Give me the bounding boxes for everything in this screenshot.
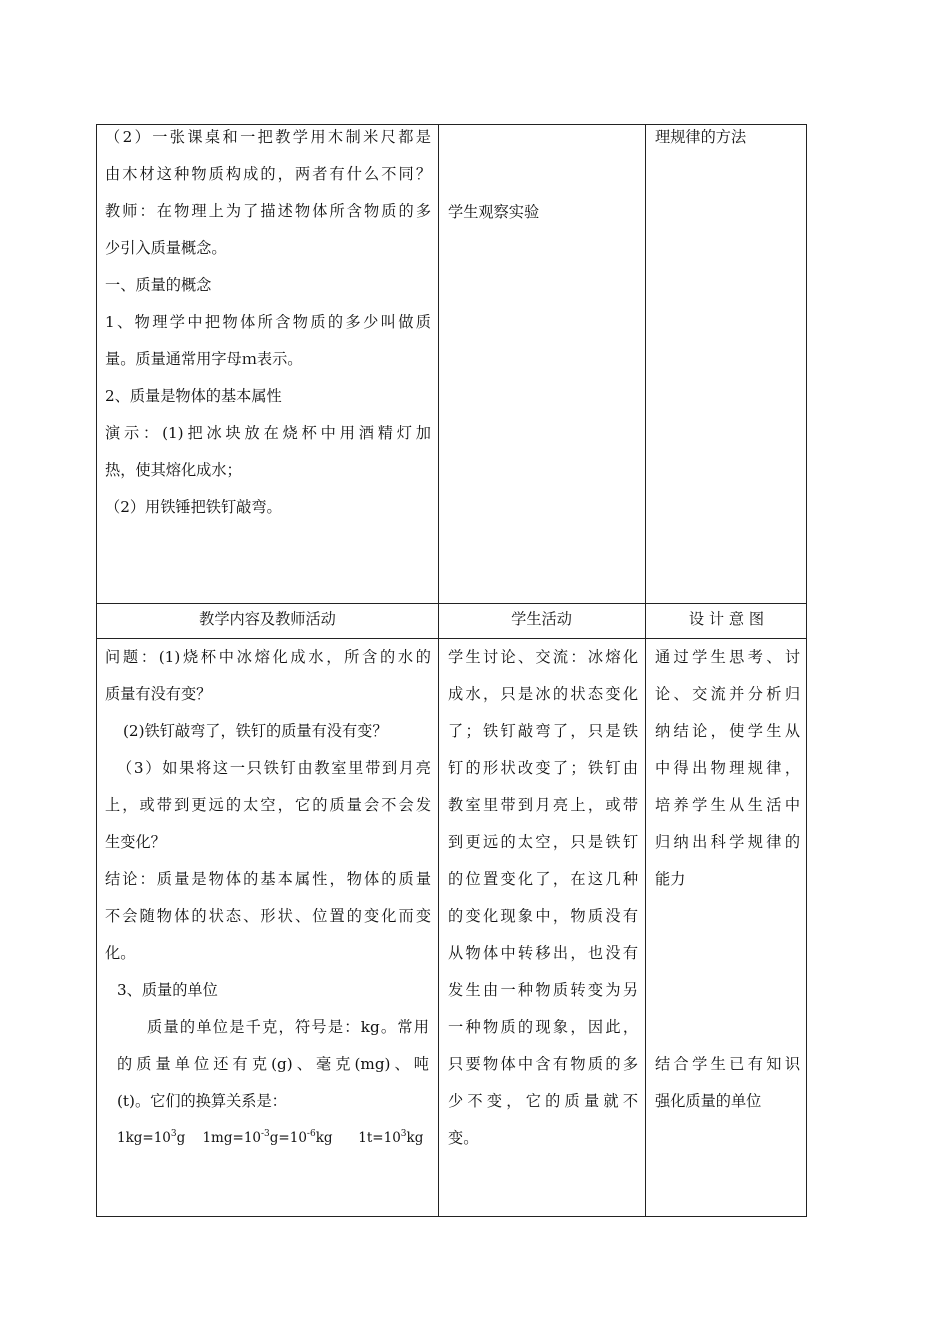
text-line: 化。 bbox=[105, 944, 136, 962]
lesson-plan-table bbox=[96, 124, 807, 1217]
column-divider-2 bbox=[645, 125, 646, 1216]
text-line: 热，使其熔化成水； bbox=[105, 461, 242, 479]
text-line: 到更远的太空，只是铁钉 bbox=[448, 833, 638, 851]
text-line: 中得出物理规律， bbox=[655, 759, 800, 777]
text-line: （3）如果将这一只铁钉由教室里带到月亮 bbox=[117, 759, 431, 777]
text-line: 3、质量的单位 bbox=[117, 981, 218, 999]
design-intent-cell-2 bbox=[655, 1046, 800, 1120]
text-line: 教师：在物理上为了描述物体所含物质的多 bbox=[105, 202, 431, 220]
text-line: 能力 bbox=[655, 870, 686, 888]
text-line: 一种物质的现象，因此， bbox=[448, 1018, 638, 1036]
content-cell bbox=[105, 639, 431, 1157]
text-line: 论、交流并分析归 bbox=[655, 685, 800, 703]
text-line: （2）用铁锤把铁钉敲弯。 bbox=[105, 498, 282, 516]
header-student-activity bbox=[438, 610, 645, 628]
top-activity-cell bbox=[448, 194, 638, 231]
text-line: 问题：(1)烧杯中冰熔化成水，所含的水的 bbox=[105, 648, 431, 666]
text-line: 不会随物体的状态、形状、位置的变化而变 bbox=[105, 907, 431, 925]
text-line: 纳结论，使学生从 bbox=[655, 722, 800, 740]
text-line: 由木材这种物质构成的，两者有什么不同？ bbox=[105, 165, 431, 183]
header-text: 教学内容及教师活动 bbox=[199, 610, 336, 628]
text-line: 变。 bbox=[448, 1129, 479, 1147]
header-teaching-content bbox=[97, 610, 438, 628]
text-line: 的位置变化了，在这几种 bbox=[448, 870, 638, 888]
text-line: 质量有没有变？ bbox=[105, 685, 212, 703]
text-line: 教室里带到月亮上，或带 bbox=[448, 796, 638, 814]
text-line: 上，或带到更远的太空，它的质量会不会发 bbox=[105, 796, 431, 814]
text-line: 1、物理学中把物体所含物质的多少叫做质 bbox=[105, 313, 431, 331]
text-line: 一、质量的概念 bbox=[105, 276, 212, 294]
unit-conversion-formula: $1kg=10^3g$ $1mg=10^{-3}g=10^{-6}kg$ $1t=10^3kg$ bbox=[117, 1128, 424, 1146]
text-line: 理规律的方法 bbox=[655, 128, 747, 146]
text-line: 学生观察实验 bbox=[448, 203, 540, 221]
text-line: 2、质量是物体的基本属性 bbox=[105, 387, 282, 405]
text-line: 只要物体中含有物质的多 bbox=[448, 1055, 638, 1073]
text-line: 少不变，它的质量就不 bbox=[448, 1092, 638, 1110]
text-line: 通过学生思考、讨 bbox=[655, 648, 800, 666]
text-line: （2）一张课桌和一把教学用木制米尺都是 bbox=[105, 128, 431, 146]
text-line: 钉的形状改变了；铁钉由 bbox=[448, 759, 638, 777]
column-divider-1 bbox=[438, 125, 439, 1216]
text-line: (2)铁钉敲弯了，铁钉的质量有没有变？ bbox=[123, 722, 388, 740]
text-line: 学生讨论、交流：冰熔化 bbox=[448, 648, 638, 666]
text-line: 成水，只是冰的状态变化 bbox=[448, 685, 638, 703]
text-line: (t)。它们的换算关系是： bbox=[117, 1092, 287, 1110]
student-activity-cell bbox=[448, 639, 638, 1157]
text-line: 的质量单位还有克(g)、毫克(mg)、吨 bbox=[117, 1055, 429, 1073]
text-line: 的变化现象中，物质没有 bbox=[448, 907, 638, 925]
text-line: 演示：(1)把冰块放在烧杯中用酒精灯加 bbox=[105, 424, 431, 442]
text-line: 发生由一种物质转变为另 bbox=[448, 981, 638, 999]
row-divider-1 bbox=[97, 603, 806, 604]
text-line: 了；铁钉敲弯了，只是铁 bbox=[448, 722, 638, 740]
text-line: 归纳出科学规律的 bbox=[655, 833, 800, 851]
text-line: 从物体中转移出，也没有 bbox=[448, 944, 638, 962]
text-line: 强化质量的单位 bbox=[655, 1092, 762, 1110]
text-line: 结合学生已有知识 bbox=[655, 1055, 800, 1073]
top-content-cell bbox=[105, 119, 431, 526]
text-line: 结论：质量是物体的基本属性，物体的质量 bbox=[105, 870, 431, 888]
text-line: 培养学生从生活中 bbox=[655, 796, 800, 814]
header-text: 学生活动 bbox=[511, 610, 572, 628]
text-line: 量。质量通常用字母ｍ表示。 bbox=[105, 350, 303, 368]
header-design-intent bbox=[645, 610, 808, 628]
text-line: 质量的单位是千克，符号是：kg。常用 bbox=[147, 1018, 429, 1036]
text-line: 生变化？ bbox=[105, 833, 166, 851]
text-line: 少引入质量概念。 bbox=[105, 239, 227, 257]
design-intent-cell bbox=[655, 639, 800, 898]
top-intent-cell bbox=[655, 119, 800, 156]
header-text: 设 计 意 图 bbox=[688, 610, 765, 628]
